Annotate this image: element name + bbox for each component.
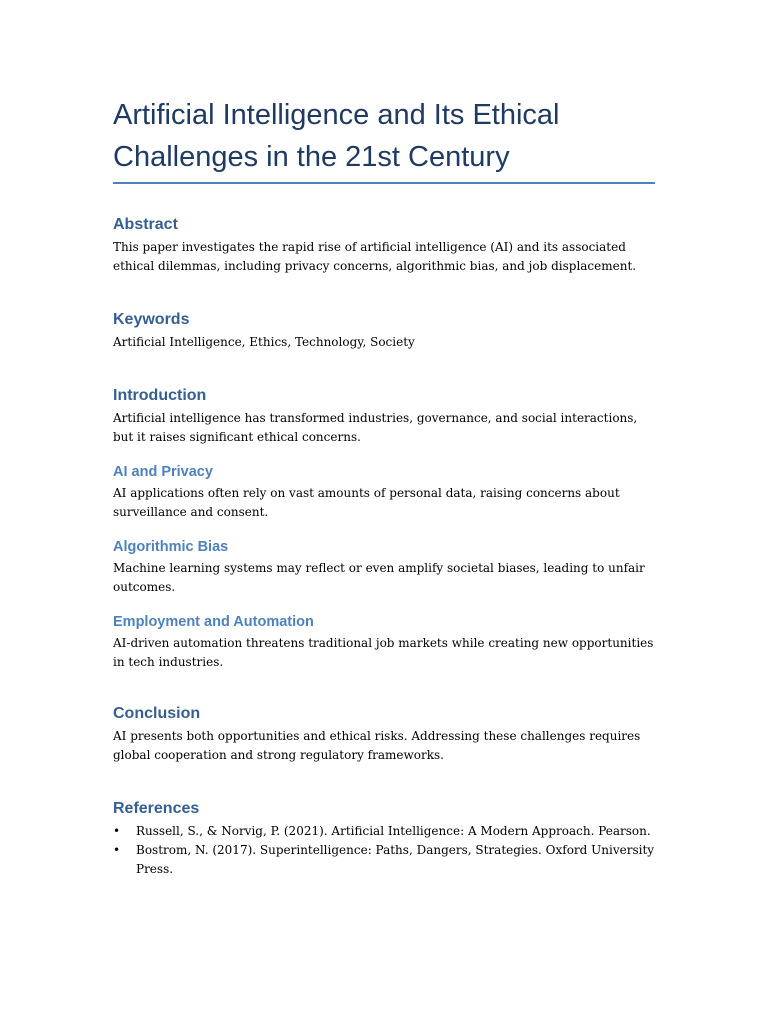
reference-item: [113, 822, 655, 841]
abstract-heading: Abstract: [113, 216, 178, 233]
reference-text: Russell, S., & Norvig, P. (2021). Artificial Intelligence: A Modern Approach. Pearson.: [136, 824, 651, 838]
bullet-icon: •: [113, 843, 121, 857]
introduction-heading: Introduction: [113, 387, 207, 404]
keywords-text: Artificial Intelligence, Ethics, Technology, Society: [113, 335, 415, 349]
document-title: Artificial Intelligence and Its Ethical Challenges in the 21st Century: [113, 99, 560, 173]
references-list: [113, 822, 655, 879]
reference-text: Bostrom, N. (2017). Superintelligence: Paths, Dangers, Strategies. Oxford University Press.: [136, 843, 655, 876]
conclusion-text: AI presents both opportunities and ethical risks. Addressing these challenges requires global cooperation and strong regulatory frameworks.: [113, 729, 641, 762]
bullet-icon: •: [113, 824, 121, 838]
subsection-heading-privacy: AI and Privacy: [113, 464, 213, 480]
subsection-heading-bias: Algorithmic Bias: [113, 539, 229, 555]
subsection-text-bias: Machine learning systems may reflect or even amplify societal biases, leading to unfair outcomes.: [113, 561, 645, 594]
document-body: [113, 94, 655, 879]
subsection-heading-employment: Employment and Automation: [113, 614, 314, 630]
title-underline: [113, 182, 655, 184]
reference-item: [113, 841, 655, 879]
abstract-text: This paper investigates the rapid rise of artificial intelligence (AI) and its associated ethical dilemmas, including privacy concerns, algorithmic bias, and job displacement.: [113, 240, 637, 273]
references-heading: References: [113, 800, 200, 817]
subsection-text-employment: AI-driven automation threatens traditional job markets while creating new opportunities in tech industries.: [113, 636, 654, 669]
keywords-heading: Keywords: [113, 311, 190, 328]
conclusion-heading: Conclusion: [113, 705, 201, 722]
subsection-text-privacy: AI applications often rely on vast amounts of personal data, raising concerns about surveillance and consent.: [113, 486, 620, 519]
introduction-text: Artificial intelligence has transformed industries, governance, and social interactions, but it raises significant ethical concerns.: [113, 411, 638, 444]
